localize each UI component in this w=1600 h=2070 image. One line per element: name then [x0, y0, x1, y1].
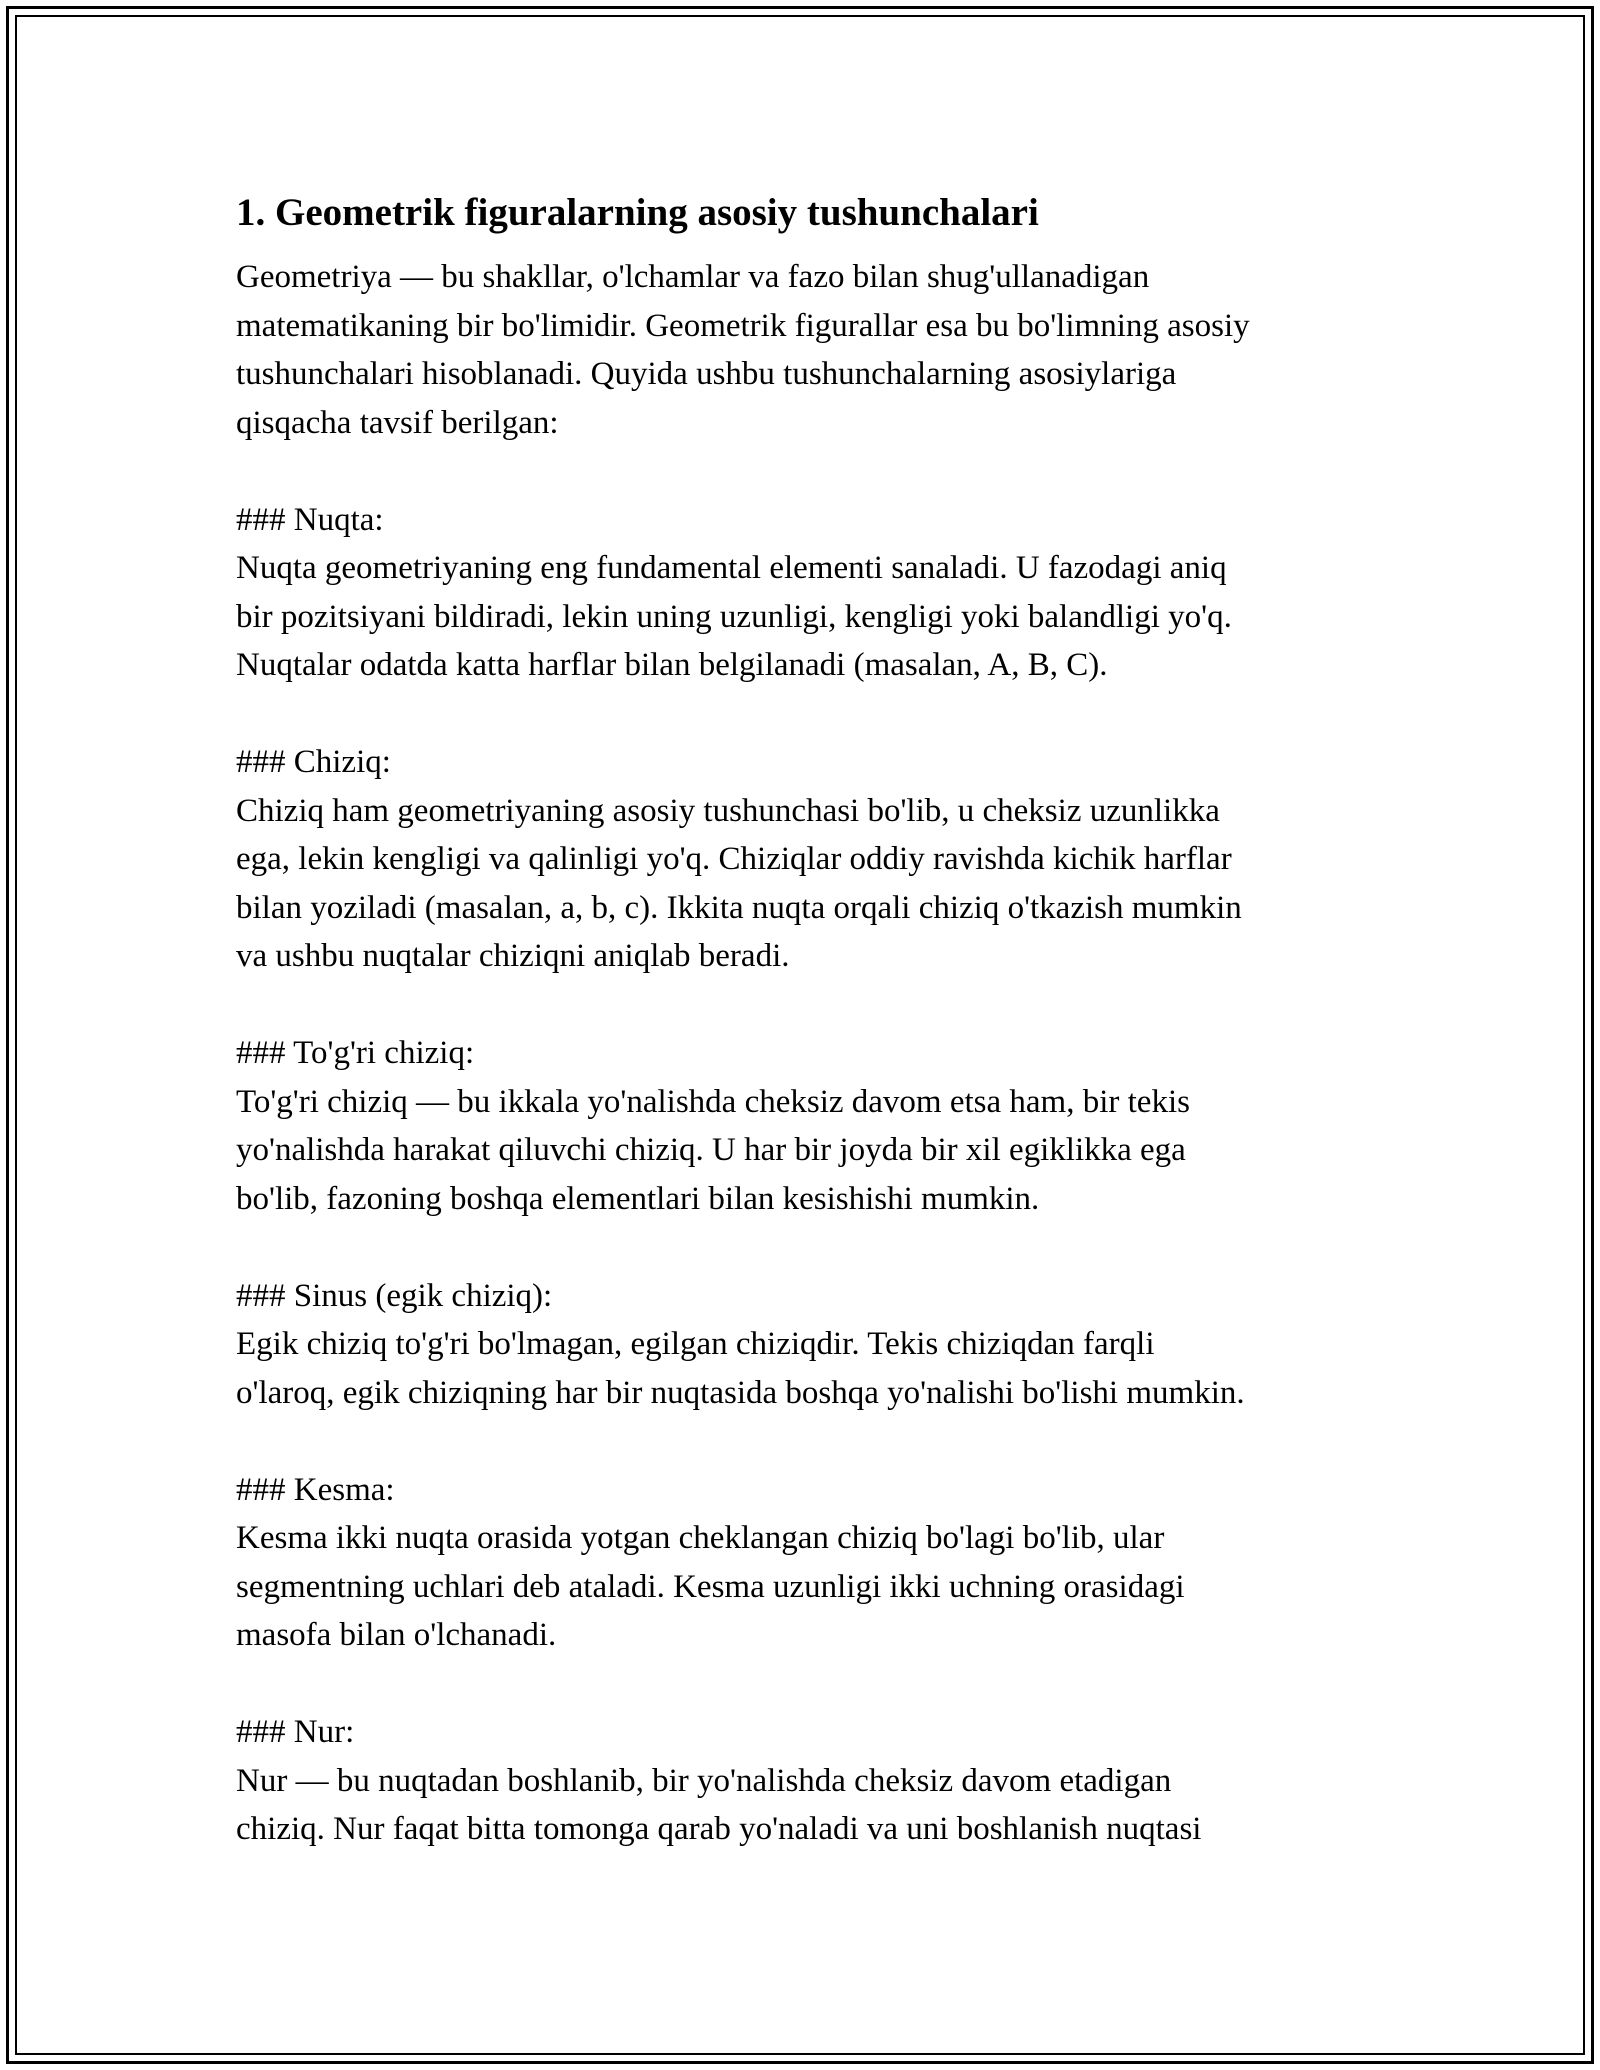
section-paragraph: [236, 1514, 1386, 1660]
paragraph-line: To'g'ri chiziq — bu ikkala yo'nalishda cheksiz davom etsa ham, bir tekis: [236, 1083, 1190, 1120]
paragraph-line: chiziq. Nur faqat bitta tomonga qarab yo'naladi va uni boshlanish nuqtasi: [236, 1811, 1202, 1847]
section-paragraph: [236, 1078, 1386, 1224]
section-heading: ### Sinus (egik chiziq):: [236, 1277, 553, 1314]
section-paragraph: [236, 1757, 1386, 1854]
paragraph-line: Nuqtalar odatda katta harflar bilan belgilanadi (masalan, A, B, C).: [236, 647, 1108, 683]
section-nuqta: [236, 496, 1386, 690]
section-paragraph: [236, 544, 1386, 690]
intro-paragraph: [236, 253, 1386, 447]
intro-line: matematikaning bir bo'limidir. Geometrik figurallar esa bu bo'limning asosiy: [236, 307, 1250, 344]
section-sinus: [236, 1272, 1386, 1418]
paragraph-line: bir pozitsiyani bildiradi, lekin uning uzunligi, kengligi yoki balandligi yo'q.: [236, 598, 1232, 635]
section-heading: ### To'g'ri chiziq:: [236, 1035, 475, 1071]
section-heading: ### Nur:: [236, 1714, 355, 1750]
paragraph-line: va ushbu nuqtalar chiziqni aniqlab beradi.: [236, 938, 790, 974]
paragraph-line: yo'nalishda harakat qiluvchi chiziq. U har bir joyda bir xil egiklikka ega: [236, 1132, 1186, 1168]
section-togri-chiziq: [236, 1029, 1386, 1223]
paragraph-line: Chiziq ham geometriyaning asosiy tushunchasi bo'lib, u cheksiz uzunlikka: [236, 792, 1220, 829]
intro-line: tushunchalari hisoblanadi. Quyida ushbu tushunchalarning asosiylariga: [236, 356, 1177, 392]
paragraph-line: masofa bilan o'lchanadi.: [236, 1617, 557, 1653]
paragraph-line: Nuqta geometriyaning eng fundamental elementi sanaladi. U fazodagi aniq: [236, 550, 1227, 586]
section-chiziq: [236, 738, 1386, 981]
intro-line: qisqacha tavsif berilgan:: [236, 404, 559, 441]
paragraph-line: segmentning uchlari deb ataladi. Kesma uzunligi ikki uchning orasidagi: [236, 1568, 1185, 1605]
section-heading: ### Kesma:: [236, 1471, 395, 1508]
paragraph-line: Kesma ikki nuqta orasida yotgan cheklangan chiziq bo'lagi bo'lib, ular: [236, 1520, 1165, 1556]
paragraph-line: bilan yoziladi (masalan, a, b, c). Ikkita nuqta orqali chiziq o'tkazish mumkin: [236, 889, 1242, 926]
paragraph-line: o'laroq, egik chiziqning har bir nuqtasida boshqa yo'nalishi bo'lishi mumkin.: [236, 1374, 1245, 1411]
document-title: 1. Geometrik figuralarning asosiy tushunchalari: [236, 191, 1039, 234]
section-kesma: [236, 1466, 1386, 1660]
section-paragraph: [236, 787, 1386, 981]
paragraph-line: Nur — bu nuqtadan boshlanib, bir yo'nalishda cheksiz davom etadigan: [236, 1762, 1172, 1799]
paragraph-line: Egik chiziq to'g'ri bo'lmagan, egilgan chiziqdir. Tekis chiziqdan farqli: [236, 1326, 1155, 1362]
section-paragraph: [236, 1320, 1386, 1417]
section-heading: ### Chiziq:: [236, 744, 391, 780]
section-heading: ### Nuqta:: [236, 501, 384, 538]
paragraph-line: ega, lekin kengligi va qalinligi yo'q. Chiziqlar oddiy ravishda kichik harflar: [236, 841, 1232, 877]
intro-line: Geometriya — bu shakllar, o'lchamlar va fazo bilan shug'ullanadigan: [236, 259, 1150, 295]
document-body: [236, 185, 1386, 1854]
paragraph-line: bo'lib, fazoning boshqa elementlari bilan kesishishi mumkin.: [236, 1180, 1040, 1217]
section-nur: [236, 1708, 1386, 1854]
